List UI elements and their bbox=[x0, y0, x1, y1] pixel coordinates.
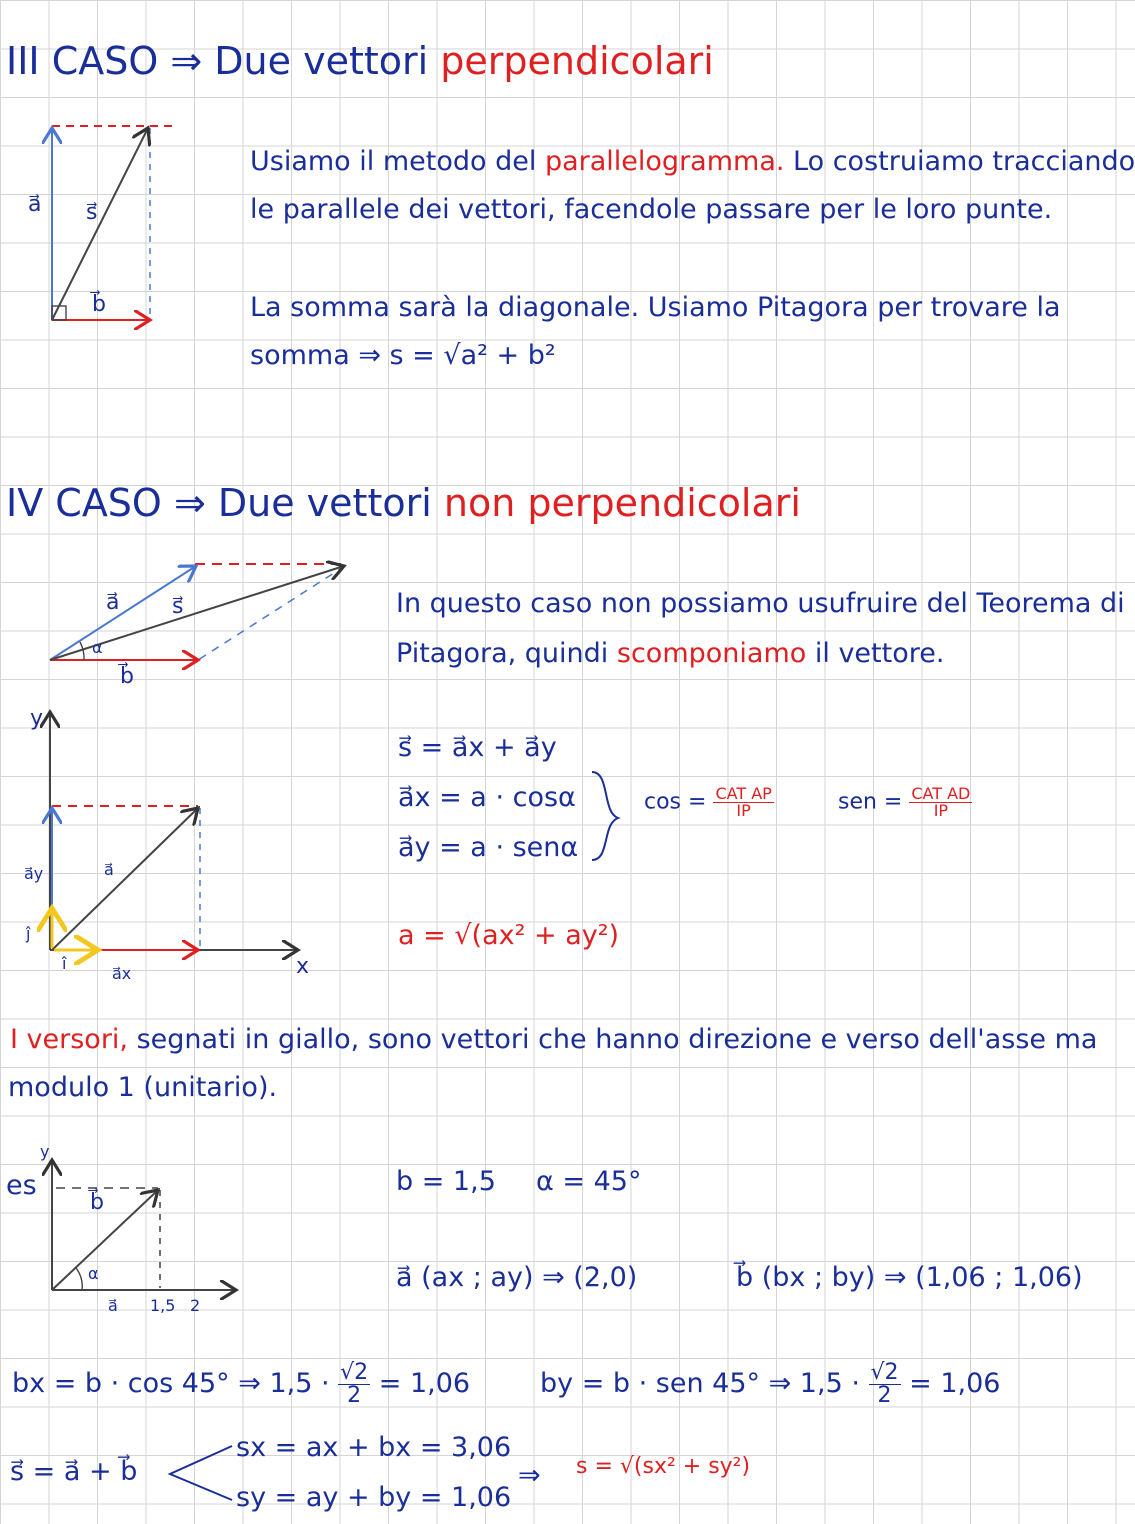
ex-implies: ⇒ bbox=[518, 1460, 541, 1491]
ex-by-formula bbox=[540, 1362, 1000, 1407]
sen-label: sen = bbox=[838, 789, 903, 815]
label-s: s⃗ bbox=[86, 200, 98, 225]
section3-text1 bbox=[250, 148, 1135, 175]
label-ax: a⃗x bbox=[112, 964, 132, 983]
example-es: es bbox=[6, 1170, 37, 1201]
cos-fraction bbox=[713, 786, 773, 819]
ex-bx-formula bbox=[12, 1362, 470, 1407]
vector-a-comp bbox=[52, 808, 198, 950]
by-num: √2 bbox=[870, 1360, 899, 1385]
label-ay: a⃗y bbox=[24, 864, 44, 883]
section4-text1-c: il vettore. bbox=[814, 638, 945, 669]
ex-sx: sx = ax + bx = 3,06 bbox=[236, 1432, 512, 1463]
section4-title: Due vettori bbox=[217, 481, 432, 525]
ex-vector-b bbox=[52, 1190, 158, 1290]
ex-a-components: a⃗ (ax ; ay) ⇒ (2,0) bbox=[396, 1262, 638, 1293]
label-j: ĵ bbox=[26, 924, 31, 943]
ex-b-components: b⃗ (bx ; by) ⇒ (1,06 ; 1,06) bbox=[736, 1262, 1083, 1293]
by-text: by = b · sen 45° ⇒ 1,5 · bbox=[540, 1368, 860, 1399]
section3-label: III CASO bbox=[6, 39, 159, 83]
section4-arrow: ⇒ bbox=[173, 481, 206, 525]
section4-text1-line1: In questo caso non possiamo usufruire del Teorema di bbox=[396, 588, 1125, 619]
cos-num: CAT AP bbox=[715, 784, 772, 803]
ex-alpha-value: α = 45° bbox=[536, 1166, 642, 1197]
label-b-4: b⃗ bbox=[120, 664, 134, 689]
parallel-side-4 bbox=[198, 566, 345, 660]
by-result: = 1,06 bbox=[909, 1368, 1001, 1399]
versori-line1 bbox=[10, 1026, 1097, 1053]
section4-label: IV CASO bbox=[6, 481, 162, 525]
ex-alpha-arc bbox=[76, 1268, 82, 1290]
components-brace bbox=[592, 772, 618, 860]
label-b: b⃗ bbox=[92, 292, 106, 317]
ex-tick-15: 1,5 bbox=[150, 1296, 176, 1315]
bx-num: √2 bbox=[340, 1360, 369, 1385]
versori-red: I versori, bbox=[10, 1024, 129, 1055]
ex-label-a: a⃗ bbox=[108, 1296, 118, 1315]
ex-label-alpha: α bbox=[88, 1264, 99, 1283]
eq-s: s⃗ = a⃗x + a⃗y bbox=[398, 732, 557, 763]
ex-label-b: b⃗ bbox=[90, 1190, 104, 1215]
ex-b-value: b = 1,5 bbox=[396, 1166, 496, 1197]
sen-den: IP bbox=[933, 801, 949, 820]
section3-arrow: ⇒ bbox=[170, 39, 203, 83]
versori-text: segnati in giallo, sono vettori che hanno direzione e verso dell'asse ma bbox=[136, 1024, 1098, 1055]
ex-s-final: s = √(sx² + sy²) bbox=[576, 1454, 751, 1479]
ex-tick-2: 2 bbox=[190, 1296, 201, 1315]
label-x-axis: x bbox=[296, 954, 310, 979]
sen-num: CAT AD bbox=[911, 784, 971, 803]
label-a: a⃗ bbox=[28, 192, 42, 217]
label-s-4: s⃗ bbox=[172, 594, 184, 619]
section3-text1-red: parallelogramma. bbox=[544, 146, 785, 177]
eq-ax: a⃗x = a · cosα bbox=[398, 782, 576, 813]
ex-sum: s⃗ = a⃗ + b⃗ bbox=[10, 1456, 138, 1487]
versori-line2: modulo 1 (unitario). bbox=[8, 1072, 278, 1103]
by-den: 2 bbox=[877, 1383, 892, 1408]
section3-title-red: perpendicolari bbox=[440, 39, 714, 83]
section4-text1-b: Pitagora, quindi bbox=[396, 638, 609, 669]
sum-bracket bbox=[170, 1446, 232, 1500]
label-a-4: a⃗ bbox=[106, 590, 120, 615]
section4-text1-line2 bbox=[396, 640, 944, 667]
cos-label: cos = bbox=[644, 789, 707, 815]
section4-title-red: non perpendicolari bbox=[443, 481, 801, 525]
sen-formula bbox=[838, 786, 972, 819]
ex-label-y: y bbox=[40, 1142, 50, 1161]
bx-fraction bbox=[338, 1362, 370, 1407]
cos-den: IP bbox=[736, 801, 751, 820]
section3-text1-line2: le parallele dei vettori, facendole passare per le loro punte. bbox=[250, 194, 1053, 225]
section3-text1-b: Lo costruiamo tracciando bbox=[793, 146, 1135, 177]
bx-text: bx = b · cos 45° ⇒ 1,5 · bbox=[12, 1368, 330, 1399]
bx-den: 2 bbox=[347, 1383, 362, 1408]
modulus-formula: a = √(ax² + ay²) bbox=[398, 920, 620, 951]
section4-heading bbox=[6, 481, 801, 525]
ex-sy: sy = ay + by = 1,06 bbox=[236, 1482, 512, 1513]
label-alpha-4: α bbox=[92, 638, 103, 657]
section3-title: Due vettori bbox=[214, 39, 429, 83]
section3-text2-line1: La somma sarà la diagonale. Usiamo Pitagora per trovare la bbox=[250, 292, 1061, 323]
section4-text1-red: scomponiamo bbox=[616, 638, 807, 669]
eq-ay: a⃗y = a · senα bbox=[398, 832, 579, 863]
sen-fraction bbox=[909, 786, 972, 819]
label-y-axis: y bbox=[30, 706, 44, 731]
by-fraction bbox=[869, 1362, 901, 1407]
cos-formula bbox=[644, 786, 774, 819]
section3-text1-a: Usiamo il metodo del bbox=[250, 146, 537, 177]
label-i: î bbox=[62, 954, 67, 973]
bx-result: = 1,06 bbox=[378, 1368, 471, 1399]
label-a-comp: a⃗ bbox=[104, 860, 114, 879]
section3-text2-line2: somma ⇒ s = √a² + b² bbox=[250, 340, 556, 371]
